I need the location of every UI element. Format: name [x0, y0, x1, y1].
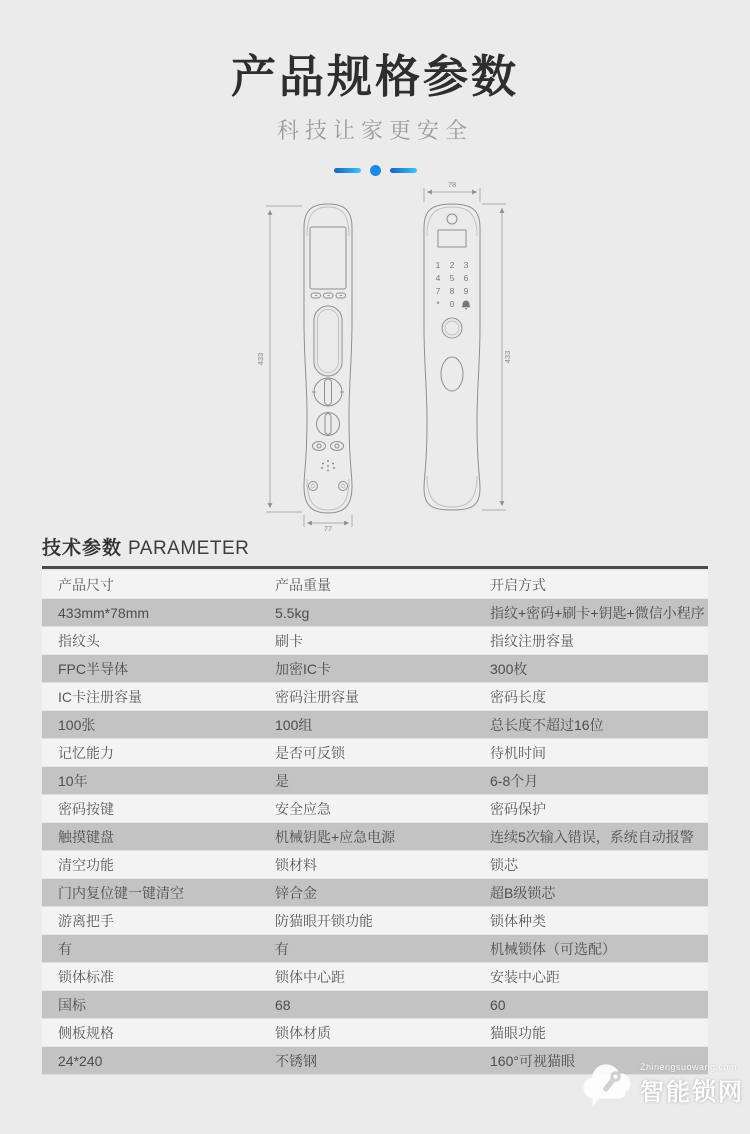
spec-value-row — [42, 991, 708, 1019]
spec-cell: 国标 — [58, 996, 86, 1013]
spec-cell: 连续5次输入错误，系统自动报警 — [490, 828, 694, 845]
spec-cell: 不锈钢 — [275, 1052, 317, 1069]
spec-cell: 160°可视猫眼 — [490, 1052, 575, 1069]
spec-cell: 100组 — [275, 716, 313, 733]
divider-dash-left — [334, 168, 361, 173]
keypad-key: * — [436, 299, 440, 309]
switch-icons — [313, 442, 344, 451]
front-height-dimension: 433 — [503, 350, 512, 364]
watermark-name: 智能锁网 — [640, 1078, 744, 1106]
spec-cell: 触摸键盘 — [58, 828, 114, 845]
screws — [309, 482, 348, 491]
page-title: 产品规格参数 — [230, 51, 519, 102]
spec-cell: 超B级锁芯 — [490, 884, 556, 901]
spec-cell: 锁体中心距 — [275, 968, 345, 985]
back-body-inner-top — [307, 207, 349, 236]
spec-cell: 60 — [490, 996, 506, 1013]
spec-cell: 433mm*78mm — [58, 604, 150, 621]
divider-dot — [370, 165, 381, 176]
keypad-key: 9 — [463, 286, 469, 296]
thumbturn-knob-lower — [317, 413, 340, 436]
divider-dash-right — [390, 168, 417, 173]
title-divider — [0, 165, 750, 176]
spec-cell: 有 — [275, 940, 289, 957]
back-view-drawing — [304, 204, 352, 513]
spec-cell: 有 — [58, 940, 72, 957]
technical-drawing-svg — [0, 176, 750, 532]
spec-cell: 锁体标准 — [58, 968, 114, 985]
dimension-lines — [256, 180, 512, 532]
technical-drawings — [0, 176, 750, 532]
keypad-key: 2 — [449, 260, 455, 270]
front-body-inner-top — [427, 207, 477, 236]
spec-label-row — [42, 627, 708, 655]
keypad-key: 1 — [435, 260, 441, 270]
spec-cell: 机械钥匙+应急电源 — [275, 828, 396, 845]
doorbell-camera — [447, 214, 457, 224]
front-view-drawing — [424, 204, 480, 510]
spec-cell: 总长度不超过16位 — [490, 716, 604, 733]
spec-cell: FPC半导体 — [58, 660, 128, 677]
spec-cell: 5.5kg — [275, 604, 310, 621]
indicator-icons — [311, 293, 346, 298]
back-width-dimension: 77 — [323, 524, 333, 532]
speaker-holes — [321, 460, 335, 472]
spec-cell: 锌合金 — [275, 884, 317, 901]
spec-label-row — [42, 683, 708, 711]
spec-cell: 机械锁体（可选配） — [490, 940, 616, 957]
spec-cell: 锁体种类 — [490, 912, 546, 929]
back-body-inner-bottom — [307, 479, 349, 510]
spec-cell: 刷卡 — [275, 632, 303, 649]
spec-cell: 游离把手 — [58, 912, 114, 929]
keypad — [436, 260, 471, 310]
spec-label-row — [42, 1019, 708, 1047]
spec-cell: 24*240 — [58, 1052, 103, 1069]
spec-label-row — [42, 851, 708, 879]
spec-value-row — [42, 711, 708, 739]
spec-cell: 300枚 — [490, 660, 528, 677]
spec-cell: 产品尺寸 — [58, 576, 114, 593]
spec-label-row — [42, 907, 708, 935]
spec-label-row — [42, 739, 708, 767]
display-window — [438, 230, 466, 247]
section-heading-en: PARAMETER — [128, 538, 250, 559]
front-body-inner-bottom — [427, 476, 477, 507]
spec-cell: 锁芯 — [490, 856, 518, 873]
spec-cell: 100张 — [58, 716, 96, 733]
spec-cell: 加密IC卡 — [275, 660, 331, 677]
fingerprint-reader — [442, 318, 462, 338]
keypad-key: 5 — [449, 273, 455, 283]
watermark — [580, 1058, 744, 1110]
spec-cell: 指纹头 — [58, 632, 100, 649]
watermark-url: Zhinengsuowang.com — [640, 1061, 738, 1072]
spec-table — [42, 571, 708, 1075]
thumbturn-knob-upper — [312, 378, 344, 406]
keypad-key: 4 — [435, 273, 441, 283]
spec-cell: 产品重量 — [275, 576, 331, 593]
spec-cell: 安全应急 — [275, 800, 331, 817]
spec-cell: 68 — [275, 996, 291, 1013]
spec-value-row — [42, 935, 708, 963]
section-heading — [42, 538, 708, 560]
spec-cell: 10年 — [58, 772, 88, 789]
spec-cell: 猫眼功能 — [490, 1024, 546, 1041]
spec-cell: 锁材料 — [275, 856, 317, 873]
spec-cell: 开启方式 — [490, 576, 546, 593]
spec-cell: 记忆能力 — [58, 744, 114, 761]
spec-value-row — [42, 823, 708, 851]
section-rule — [42, 566, 708, 569]
spec-cell: 密码保护 — [490, 800, 546, 817]
front-width-dimension: 78 — [447, 180, 457, 189]
spec-cell: 指纹注册容量 — [490, 632, 574, 649]
spec-value-row — [42, 599, 708, 627]
spec-cell: 密码长度 — [490, 688, 546, 705]
keypad-key: 8 — [449, 286, 455, 296]
spec-label-row — [42, 963, 708, 991]
parameters-section — [42, 538, 708, 1075]
spec-label-row — [42, 571, 708, 599]
key-cylinder-cover — [441, 357, 463, 391]
watermark-text — [640, 1062, 744, 1107]
spec-cell: 是否可反锁 — [275, 744, 345, 761]
cloud-wrench-icon — [580, 1058, 638, 1110]
spec-cell: 门内复位键一键清空 — [58, 884, 184, 901]
keypad-key: 0 — [449, 299, 455, 309]
spec-cell: 密码注册容量 — [275, 688, 359, 705]
spec-cell: 侧板规格 — [58, 1024, 114, 1041]
spec-value-row — [42, 767, 708, 795]
spec-value-row — [42, 879, 708, 907]
doorbell-icon — [462, 301, 471, 310]
spec-cell: IC卡注册容量 — [58, 688, 142, 705]
spec-cell: 防猫眼开锁功能 — [275, 912, 373, 929]
page-subtitle: 科技让家更安全 — [276, 118, 473, 143]
spec-cell: 是 — [275, 772, 289, 789]
keypad-key: 7 — [435, 286, 441, 296]
handle-recess-inner — [318, 310, 339, 373]
keypad-key: 3 — [463, 260, 469, 270]
back-height-dimension: 433 — [256, 352, 265, 366]
header — [0, 0, 750, 176]
spec-cell: 6-8个月 — [490, 772, 539, 789]
spec-label-row — [42, 795, 708, 823]
spec-cell: 指纹+密码+刷卡+钥匙+微信小程序 — [490, 604, 705, 621]
spec-cell: 待机时间 — [490, 744, 546, 761]
spec-value-row — [42, 655, 708, 683]
spec-cell: 清空功能 — [58, 856, 114, 873]
keypad-key: 6 — [463, 273, 469, 283]
screen — [310, 227, 346, 289]
spec-cell: 安装中心距 — [490, 968, 560, 985]
spec-cell: 锁体材质 — [275, 1024, 331, 1041]
spec-cell: 密码按键 — [58, 800, 114, 817]
section-heading-cn: 技术参数 — [42, 538, 123, 559]
